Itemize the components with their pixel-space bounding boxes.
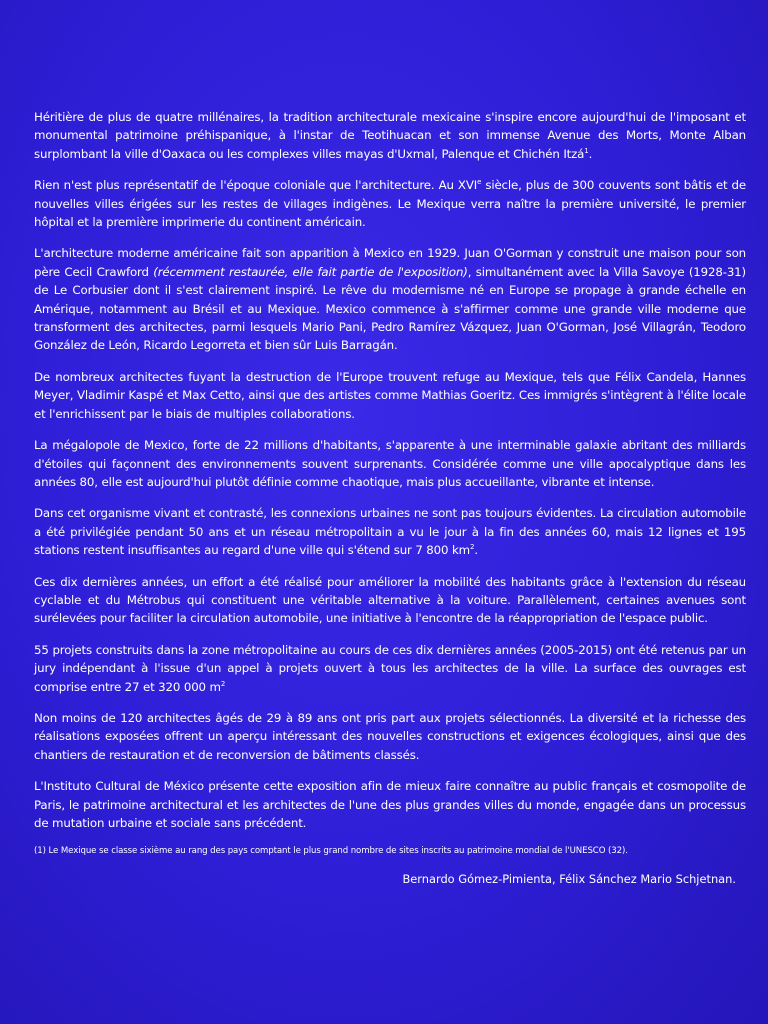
paragraph-architects: Non moins de 120 architectes âgés de 29 à 89 ans ont pris part aux projets sélectionnés. La diversité et la richesse des réalisations exposées offrent un aperçu intéressant des nouvelles constructions et exigences écologiques, ainsi que des chantiers de restauration et de reconversion de bâtiments classés. (34, 710, 746, 762)
exhibition-text (34, 108, 746, 899)
footnote: (1) Le Mexique se classe sixième au rang des pays comptant le plus grand nombre de sites inscrits au patrimoine mondial de l'UNESCO (32). (34, 846, 628, 857)
italic-note: (récemment restaurée, elle fait partie de l'exposition) (153, 264, 468, 279)
paragraph-colonial: Rien n'est plus représentatif de l'époque coloniale que l'architecture. Au XVIe siècle, plus de 300 couvents sont bâtis et de nouvelles villes érigées sur les restes de villages indigènes. Le Mexique verra naître la première université, le premier hôpital et la première imprimerie du continent américain. (34, 178, 746, 230)
paragraph-connections: Dans cet organisme vivant et contrasté, les connexions urbaines ne sont pas toujours évidentes. La circulation automobile a été privilégiée pendant 50 ans et un réseau métropolitain a vu le jour à la fin des années 60, mais 12 lignes et 195 stations restent insuffisantes au regard d'une ville qui s'étend sur 7 800 $km^2$. (34, 506, 746, 558)
superscript: e (477, 178, 482, 187)
paragraph-mobility: Ces dix dernières années, un effort a été réalisé pour améliorer la mobilité des habitants grâce à l'extension du réseau cyclable et du Métrobus qui constituent une véritable alternative à la voiture. Parallèlement, certaines avenues sont surélevées pour faciliter la circulation automobile, une initiative à l'encontre de la réappropriation de l'espace public. (34, 574, 746, 626)
superscript: 2 (220, 679, 226, 688)
paragraph-institute: L'Instituto Cultural de México présente cette exposition afin de mieux faire connaître au public français et cosmopolite de Paris, le patrimoine architectural et les architectes de l'une des plus grandes villes du monde, engagée dans un processus de mutation urbaine et sociale sans précédent. (34, 779, 746, 830)
signature: Bernardo Gómez-Pimienta, Félix Sánchez Mario Schjetnan. (402, 872, 736, 887)
superscript: 2 (470, 543, 475, 552)
paragraph-modern: L'architecture moderne américaine fait son apparition à Mexico en 1929. Juan O'Gorman y construit une maison pour son père Cecil Crawford (récemment restaurée, elle fait partie de l'exposition), simultanément avec la Villa Savoye (1928-31) de Le Corbusier dont il s'est clairement inspiré. Le rêve du modernisme né en Europe se propage à grande échelle en Amérique, notamment au Brésil et au Mexique. Mexico commence à s'affirmer comme une grande ville moderne que transforment des architectes, parmi lesquels Mario Pani, Pedro Ramírez Vázquez, Juan O'Gorman, José Villagrán, Teodoro González de León, Ricardo Legorreta et bien sûr Luis Barragán. (34, 246, 746, 353)
paragraph-projects: 55 projets construits dans la zone métropolitaine au cours de ces dix dernières années (2005-2015) ont été retenus par un jury indépendant à l'issue d'un appel à projets ouvert à tous les architectes de la ville. La surface des ouvrages est comprise entre 27 et 320 000 $m^2$ (34, 642, 746, 694)
paragraph-megalopolis: La mégalopole de Mexico, forte de 22 millions d'habitants, s'apparente à une interminable galaxie abritant des milliards d'étoiles qui façonnent des environnements souvent surprenants. Considérée comme une ville apocalyptique dans les années 80, elle est aujourd'hui plutôt définie comme chaotique, mais plus accueillante, vibrante et intense. (34, 438, 746, 489)
paragraph-heritage: Héritière de plus de quatre millénaires, la tradition architecturale mexicaine s'inspire encore aujourd'hui de l'imposant et monumental patrimoine préhispanique, à l'instar de Teotihuacan et son immense Avenue des Morts, Monte Alban surplombant la ville d'Oaxaca ou les complexes villes mayas d'Uxmal, Palenque et Chichén Itzá$^1$. (34, 110, 746, 161)
footnote-ref: 1 (584, 146, 589, 155)
paragraph-immigrants: De nombreux architectes fuyant la destruction de l'Europe trouvent refuge au Mexique, tels que Félix Candela, Hannes Meyer, Vladimir Kaspé et Max Cetto, ainsi que des artistes comme Mathias Goeritz. Ces immigrés s'intègrent à l'élite locale et l'enrichissent par le biais de multiples collaborations. (34, 369, 746, 421)
